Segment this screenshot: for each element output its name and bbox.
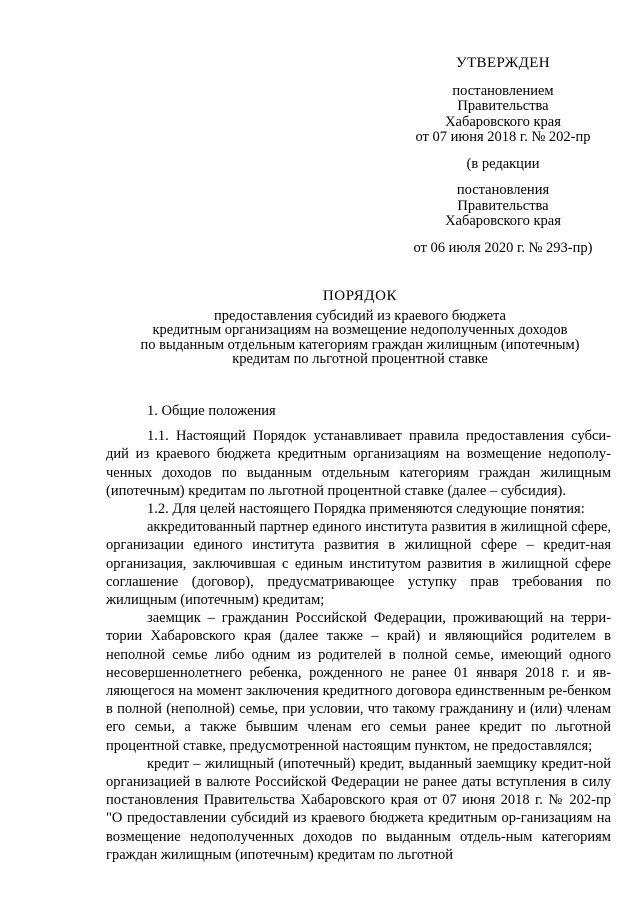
document-subtitle-line: предоставления субсидий из краевого бюджета — [214, 308, 506, 325]
document-subtitle-line: кредитным организациям на возмещение недополученных доходов — [152, 322, 568, 339]
approval-line: Хабаровского края — [445, 113, 561, 130]
section-heading: 1. Общие положения — [147, 403, 276, 419]
document-title: ПОРЯДОК — [322, 288, 398, 304]
revision-line: постановления — [456, 182, 550, 198]
approval-date-line: от 07 июня 2018 г. № 202-пр — [415, 129, 591, 145]
document-title-block — [90, 289, 630, 366]
paragraph: аккредитованный партнер единого института развития в жилищной сфере, организации единого института развития в жилищной сфере – кредит-ная организация, заключившая с единым институтом развития в жилищной сфере соглашение (договор), предусматривающее уступку прав требования по жилищным (ипотечным) кредитам; — [106, 519, 611, 609]
approval-line: Правительства — [457, 98, 549, 114]
approval-stamp — [396, 56, 610, 256]
revision-line: Правительства — [457, 197, 549, 214]
document-subtitle-line: по выданным отдельным категориям граждан жилищным (ипотечным) — [140, 336, 580, 353]
paragraph: заемщик – гражданин Российской Федерации, проживающий на терри-тории Хабаровского края (далее также – край) и являющийся родителем в неполной семье либо одним из родителей в полной семье, имеющий одного несовершеннолетнего ребенка, рожденного не ранее 01 января 2018 г. и яв-ляющегося на момент заключения кредитного договора единственным ре-бенком в полной (неполной) семье, при условии, что такому гражданину и (или) членам его семьи, а также бывшим членам его семьи ранее кредит по льготной процентной ставке, предусмотренной настоящим пунктом, не предоставлялся; — [106, 610, 611, 754]
document-body — [106, 402, 611, 864]
approval-heading: УТВЕРЖДЕН — [455, 55, 551, 71]
approval-line: постановлением — [452, 82, 554, 99]
paragraph: 1.2. Для целей настоящего Порядка применяются следующие понятия: — [147, 501, 585, 518]
revision-line: Хабаровского края — [445, 213, 561, 229]
paragraph: кредит – жилищный (ипотечный) кредит, выданный заемщику кредит-ной организацией в валюте Российской Федерации не ранее даты вступления в силу постановления Правительства Хабаровского края от 07 июня 2018 г. № 202-пр "О предоставлении субсидий из краевого бюджета кредитным ор-ганизациям на возмещение недополученных доходов по выданным отдель-ным категориям граждан жилищным (ипотечным) кредитам по льготной — [106, 755, 611, 863]
revision-date-line: от 06 июля 2020 г. № 293-пр) — [413, 239, 593, 256]
revision-line: (в редакции — [466, 155, 540, 172]
document-subtitle-line: кредитам по льготной процентной ставке — [232, 350, 488, 367]
paragraph: 1.1. Настоящий Порядок устанавливает правила предоставления субси-дий из краевого бюджета кредитным организациям на возмещение недополу-ченных доходов по выданным отдельным категориям граждан жилищным (ипотечным) кредитам по льготной процентной ставке (далее – субсидия). — [106, 428, 611, 499]
